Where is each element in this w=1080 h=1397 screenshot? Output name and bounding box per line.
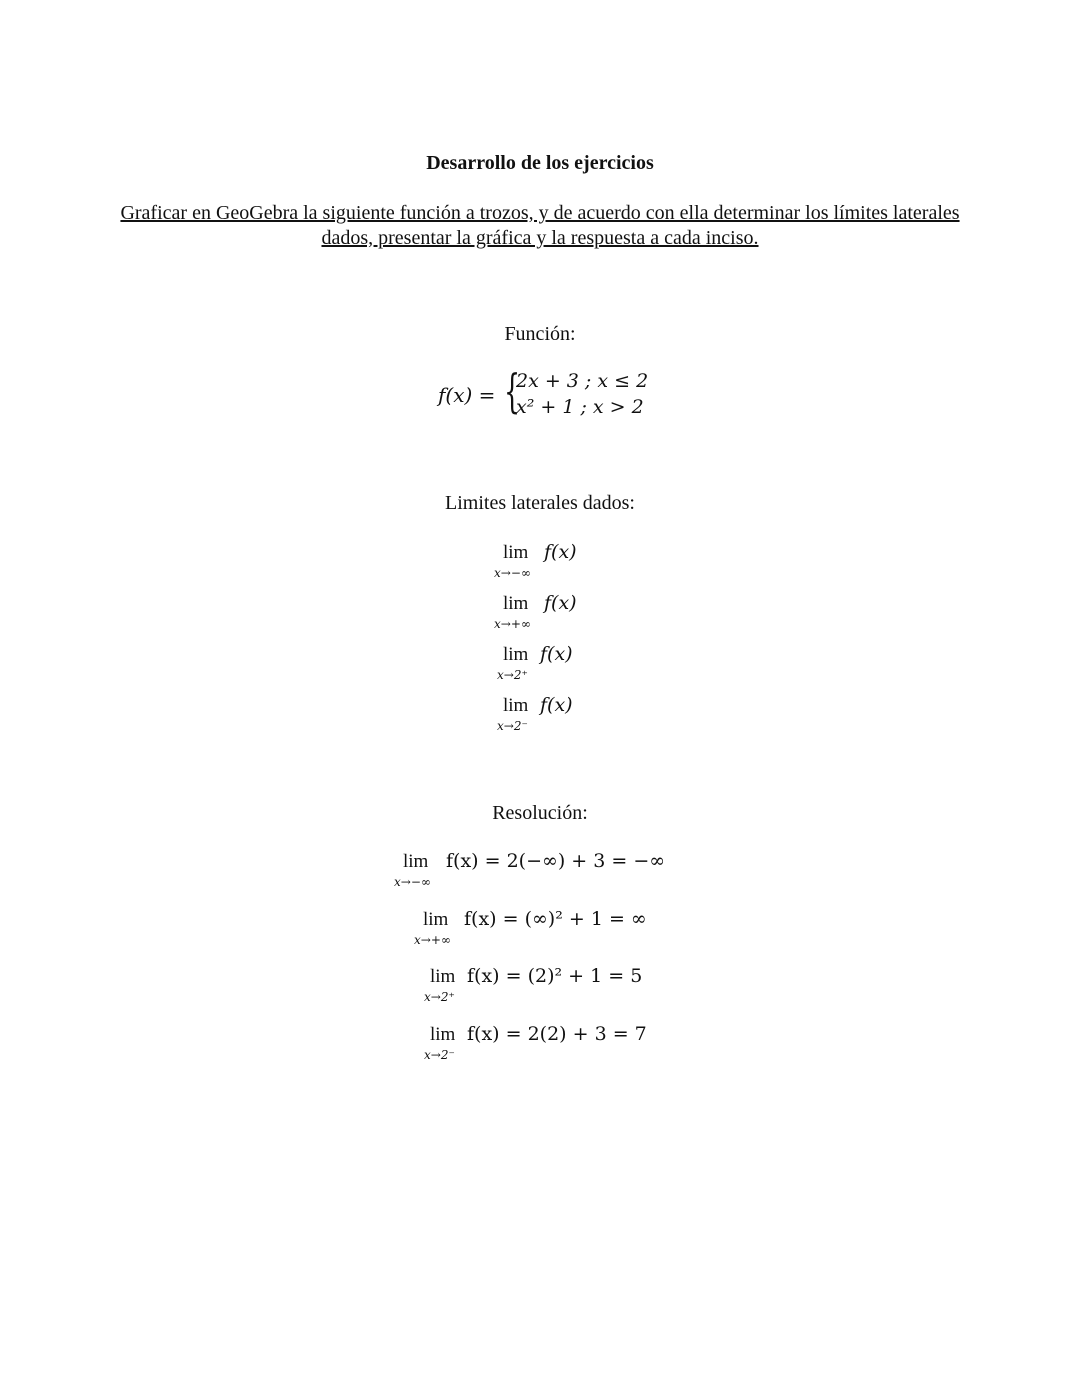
resolution-expression: f(x) = (∞)² + 1 = ∞ <box>464 908 647 930</box>
function-case-1: 2x + 3 ; x ≤ 2 <box>516 370 649 392</box>
lim-subscript: x→−∞ <box>494 566 531 580</box>
lim-word: lim <box>403 851 429 872</box>
resolution-expression: f(x) = 2(−∞) + 3 = −∞ <box>446 850 666 872</box>
lim-word: lim <box>503 593 529 614</box>
lim-subscript: x→2⁺ <box>424 990 455 1004</box>
lim-expression: f(x) <box>540 694 573 716</box>
lim-word: lim <box>430 1024 456 1045</box>
brace-symbol: { <box>504 364 521 418</box>
lim-subscript: x→2⁺ <box>497 668 528 682</box>
resolution-label: Resolución: <box>492 802 588 824</box>
function-lhs: f(x) = <box>438 383 496 407</box>
instruction-text <box>92 201 988 251</box>
function-label: Función: <box>504 323 576 345</box>
lim-subscript: x→2⁻ <box>497 719 528 733</box>
lim-word: lim <box>503 644 529 665</box>
instruction-line-1: Graficar en GeoGebra la siguiente función a trozos, y de acuerdo con ella determinar los límites laterales <box>120 202 960 224</box>
function-case-2: x² + 1 ; x > 2 <box>516 396 644 418</box>
lim-word: lim <box>430 966 456 987</box>
lim-expression: f(x) <box>540 643 573 665</box>
lim-expression: f(x) <box>544 541 577 563</box>
lim-subscript: x→+∞ <box>494 617 531 631</box>
limits-label: Limites laterales dados: <box>445 492 635 514</box>
lim-subscript: x→+∞ <box>414 933 451 947</box>
section-heading: Desarrollo de los ejercicios <box>426 152 654 174</box>
lim-word: lim <box>503 695 529 716</box>
lim-expression: f(x) <box>544 592 577 614</box>
instruction-line-2: dados, presentar la gráfica y la respuesta a cada inciso. <box>321 227 759 249</box>
lim-word: lim <box>503 542 529 563</box>
lim-subscript: x→−∞ <box>394 875 431 889</box>
resolution-expression: f(x) = (2)² + 1 = 5 <box>467 965 643 987</box>
resolution-expression: f(x) = 2(2) + 3 = 7 <box>467 1023 647 1045</box>
lim-word: lim <box>423 909 449 930</box>
lim-subscript: x→2⁻ <box>424 1048 455 1062</box>
